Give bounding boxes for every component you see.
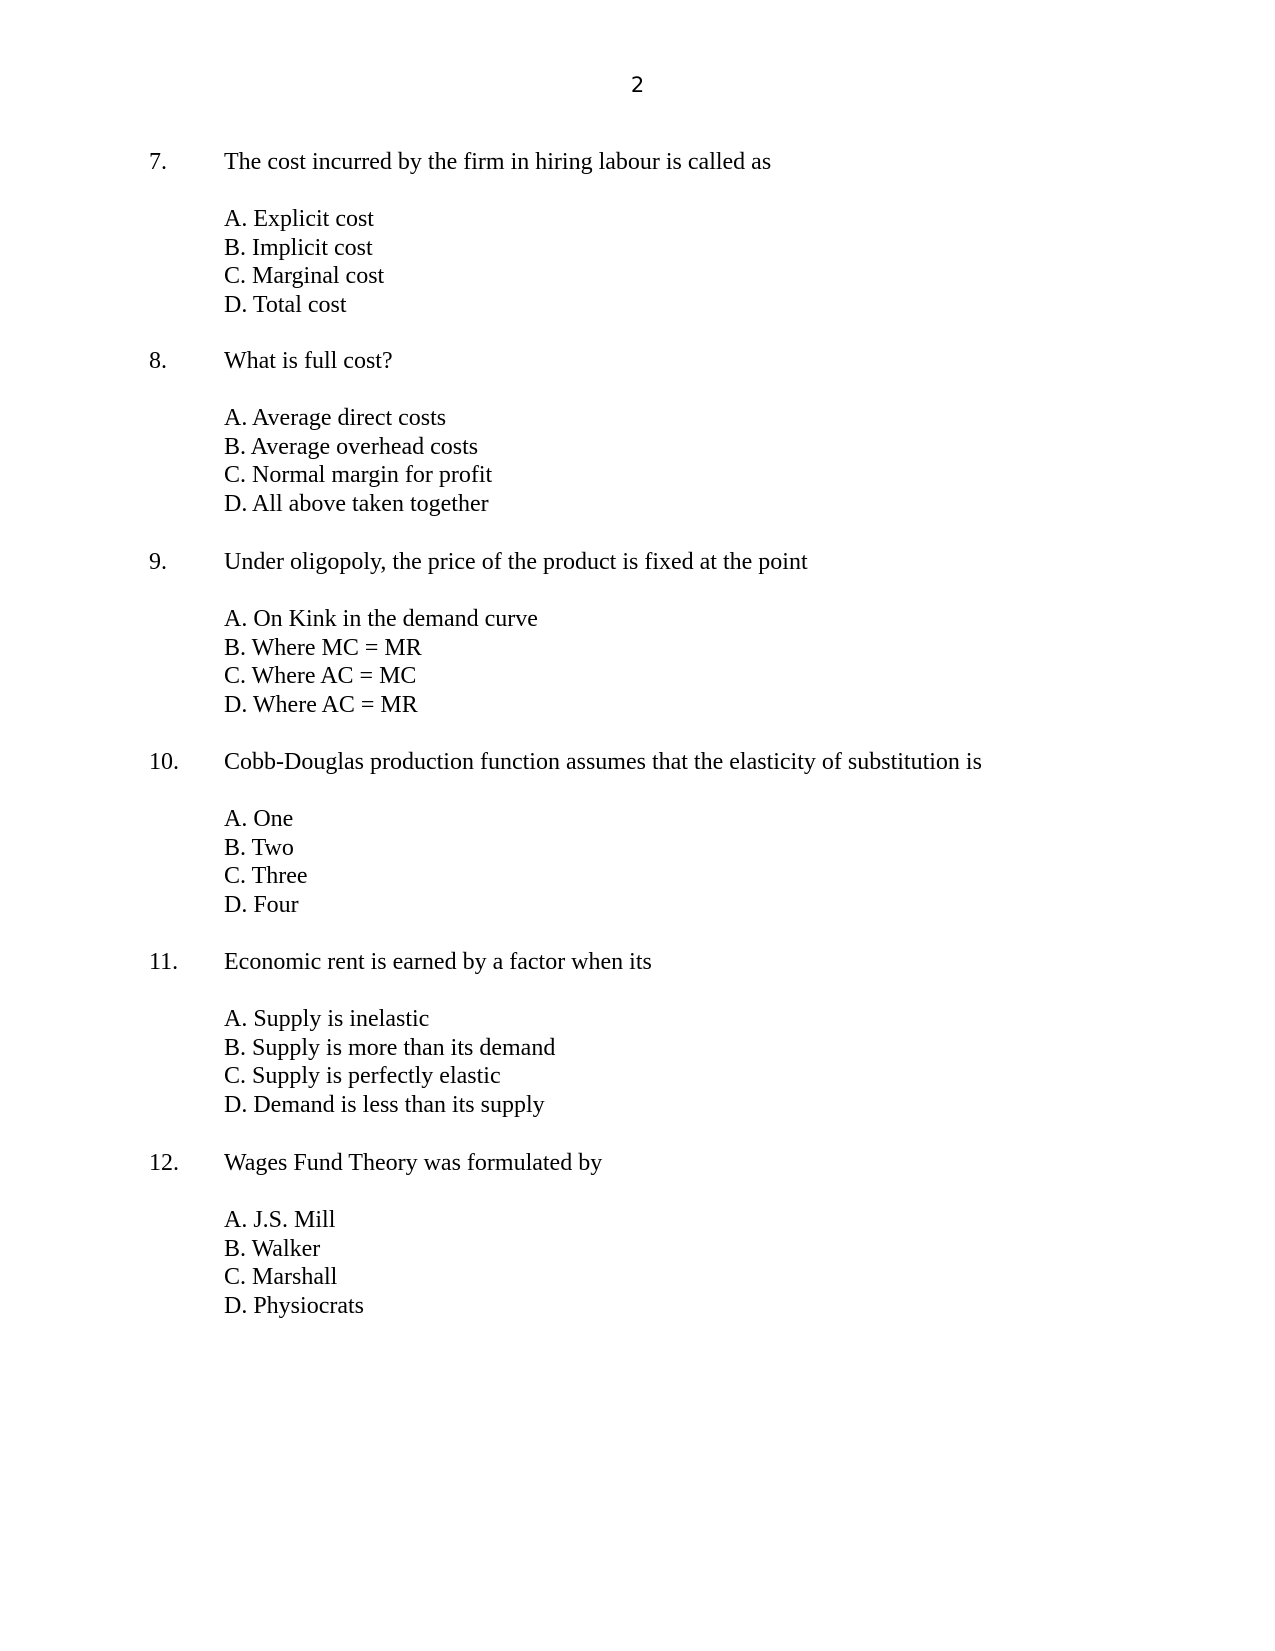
option-d: D. All above taken together bbox=[224, 490, 489, 517]
question-number: 11. bbox=[149, 949, 179, 975]
option-b: B. Implicit cost bbox=[224, 234, 373, 261]
option-c: C. Marshall bbox=[224, 1264, 338, 1290]
question-text: Wages Fund Theory was formulated by bbox=[224, 1150, 603, 1176]
question-8 bbox=[0, 347, 1275, 517]
question-number: 12. bbox=[149, 1150, 179, 1176]
question-9 bbox=[0, 548, 1275, 718]
option-c: C. Three bbox=[224, 863, 308, 889]
option-a: A. One bbox=[224, 806, 294, 832]
option-a: A. J.S. Mill bbox=[224, 1207, 336, 1233]
option-a: A. On Kink in the demand curve bbox=[224, 606, 538, 632]
question-10 bbox=[0, 748, 1275, 918]
question-number: 7. bbox=[149, 149, 167, 175]
option-d: D. Four bbox=[224, 891, 299, 918]
option-b: B. Walker bbox=[224, 1235, 321, 1262]
page-number: 2 bbox=[630, 73, 645, 97]
option-list bbox=[224, 805, 308, 919]
question-text: Under oligopoly, the price of the product is fixed at the point bbox=[224, 549, 808, 575]
option-c: C. Normal margin for profit bbox=[224, 462, 493, 488]
option-d: D. Physiocrats bbox=[224, 1292, 364, 1319]
option-b: B. Two bbox=[224, 834, 294, 861]
question-number: 9. bbox=[149, 549, 167, 575]
option-b: B. Where MC = MR bbox=[224, 634, 422, 661]
option-list bbox=[224, 605, 538, 719]
option-list bbox=[224, 205, 384, 319]
option-a: A. Average direct costs bbox=[224, 405, 447, 431]
option-c: C. Where AC = MC bbox=[224, 663, 417, 689]
option-list bbox=[224, 1206, 364, 1320]
option-a: A. Explicit cost bbox=[224, 206, 374, 232]
option-b: B. Supply is more than its demand bbox=[224, 1034, 556, 1061]
question-text: What is full cost? bbox=[224, 348, 393, 374]
question-7 bbox=[0, 148, 1275, 318]
question-number: 8. bbox=[149, 348, 167, 374]
question-11 bbox=[0, 948, 1275, 1118]
option-d: D. Demand is less than its supply bbox=[224, 1091, 545, 1118]
option-d: D. Where AC = MR bbox=[224, 691, 418, 718]
option-list bbox=[224, 1005, 555, 1119]
question-number: 10. bbox=[149, 749, 179, 775]
question-text: Economic rent is earned by a factor when its bbox=[224, 949, 652, 975]
option-c: C. Marginal cost bbox=[224, 263, 385, 289]
question-12 bbox=[0, 1149, 1275, 1319]
question-text: The cost incurred by the firm in hiring labour is called as bbox=[224, 149, 772, 175]
option-b: B. Average overhead costs bbox=[224, 433, 479, 460]
option-list bbox=[224, 404, 492, 518]
question-text: Cobb-Douglas production function assumes that the elasticity of substitution is bbox=[224, 749, 982, 775]
option-a: A. Supply is inelastic bbox=[224, 1006, 430, 1032]
option-c: C. Supply is perfectly elastic bbox=[224, 1063, 501, 1089]
option-d: D. Total cost bbox=[224, 291, 347, 318]
